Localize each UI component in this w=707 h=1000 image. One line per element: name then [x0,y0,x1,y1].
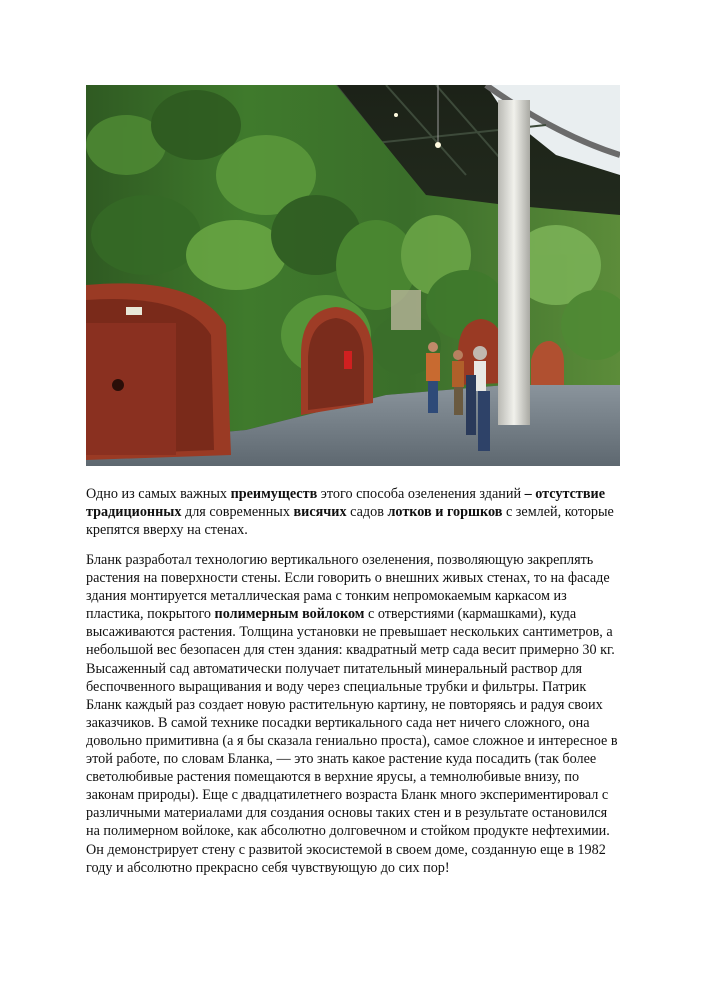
text-run: для современных [181,504,294,521]
paragraph-advantages [86,485,620,539]
text-run: с землей, которые крепятся вверху на стенах. [86,504,614,539]
bold-run: преимуществ [230,486,318,502]
bold-run: лотков и горшков [387,504,503,521]
text-run: с отверстиями (кармашками), куда высаживаются растения. Толщина установки не превышает нескольких сантиметров, а небольшой вес безопасен для стен здания: квадратный метр сада весит примерно 30 кг. Высаженный сад автоматически получает питательный минеральный раствор для беспочвенного выращивания и воду через специальные трубки и фильтры. Патрик Бланк каждый раз создает новую растительную картину, не повторяясь и радуя своих заказчиков. В самой технике посадки вертикального сада нет ничего сложного, она довольно примитивна (а я бы сказала гениально проста), самое сложное и интересное в этой работе, по словам Бланка, — это знать какое растение куда посадить (так более светолюбивые растения помещаются в верхние ярусы, а темнолюбивые внизу, по законам природы). Еще с двадцатилетнего возраста Бланк много экспериментировал с различными материалами для создания основы таких стен и в результате остановился на полимерном войлоке, как абсолютно долговечном и стойком продукте нефтехимии. Он демонстрирует стену с развитой экосистемой в своем доме, созданную еще в 1982 году и абсолютно прекрасно себя чувствующую до сих пор! [86,606,618,876]
garden-photo [86,85,620,466]
text-run: Бланк разработал технологию вертикального озеленения, позволяющую закреплять растения на поверхности стены. Если говорить о внешних живых стенах, то на фасаде здания монтируется металлическая рама с тонким непромокаемым каркасом из пластика, покрытого [86,552,610,623]
bold-run: полимерным войлоком [214,606,365,623]
garden-photo-drawing [86,85,620,466]
bold-run: – отсутствие традиционных [86,486,606,521]
text-run: Одно из самых важных [86,486,231,502]
bold-run: висячих [293,504,347,521]
text-run: садов [346,504,388,521]
paragraph-technology [86,551,620,877]
text-run: этого способа озеленения зданий [317,486,525,502]
